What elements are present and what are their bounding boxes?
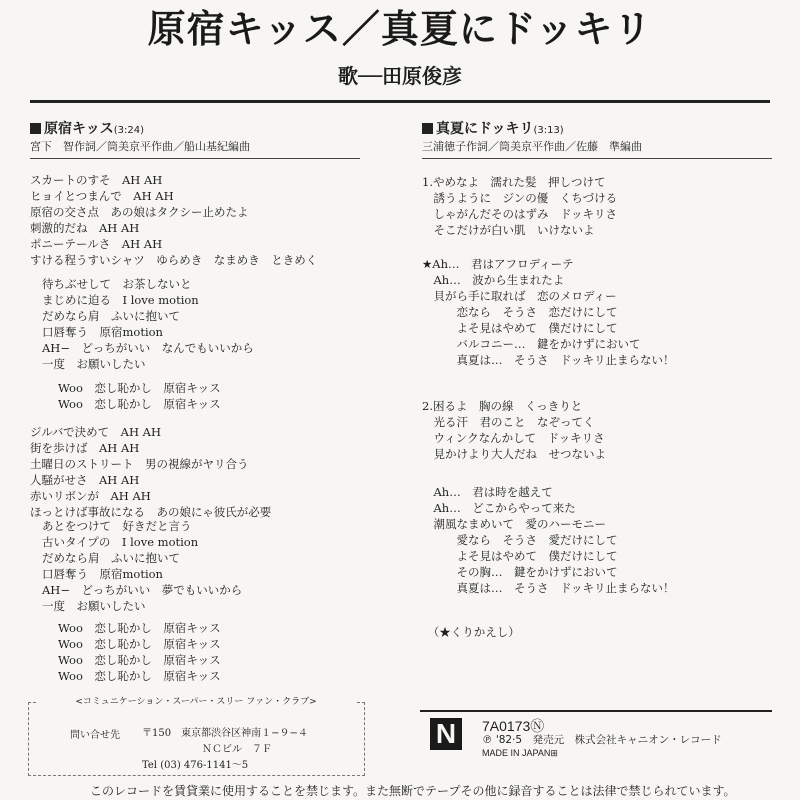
fanclub-label: 問い合せ先 xyxy=(70,730,120,741)
fanclub-heading: <コミュニケーション・スーパー・スリー ファン・クラブ> xyxy=(36,694,356,707)
song1-verse: 待ちぶせして お茶しないと まじめに迫る I love motion だめなら肩 ふいに抱いて 口唇奪う 原宿motion AH− どっちがいい なんでもいいから 一度 お願いしたい xyxy=(42,277,254,371)
song1-verse: ジルバで決めて AH AH 街を歩けば AH AH 土曜日のストリート 男の視線がヤリ合う 人騒がせさ AH AH 赤いリボンが AH AH ほっとけば事故になる あの娘にゃ彼氏が必要 xyxy=(30,425,272,519)
song1-duration: (3:24) xyxy=(113,125,144,136)
song1-verse: あとをつけて 好きだと言う 古いタイプの I love motion だめなら肩 ふいに抱いて 口唇奪う 原宿motion AH− どっちがいい 夢でもいいから 一度 お願いしたい xyxy=(42,519,243,613)
song1-verse: スカートのすそ AH AH ヒョイとつまんで AH AH 原宿の交さ点 あの娘はタクシー止めたよ 刺激的だね AH AH ポニーテールさ AH AH すける程うすいシャツ ゆらめき なまめき ときめく xyxy=(30,173,318,267)
song1-credits: 宮下 智作詞／筒美京平作曲／船山基紀編曲 xyxy=(30,140,250,153)
song1-rule xyxy=(30,158,360,159)
catalog-number: 7A0173Ⓝ xyxy=(482,718,545,734)
song1-title: 原宿キッス xyxy=(44,121,114,137)
record-label-logo: N xyxy=(430,718,462,750)
song2-duration: (3:13) xyxy=(533,125,564,136)
fanclub-tel: Tel (03) 476-1141〜5 xyxy=(142,760,249,771)
song2-repeat-note: （★くりかえし） xyxy=(422,625,520,639)
made-in-japan: MADE IN JAPAN⊞ xyxy=(482,748,558,758)
song2-rule xyxy=(422,158,772,159)
label-rule xyxy=(420,710,772,712)
song2-verse: 1.やめなよ 濡れた髪 押しつけて 誘うように ジンの優 くちづける しゃがんだそのはずみ ドッキリさ そこだけが白い肌 いけないよ xyxy=(422,175,618,237)
song1-chorus: Woo 恋し恥かし 原宿キッス Woo 恋し恥かし 原宿キッス Woo 恋し恥かし 原宿キッス Woo 恋し恥かし 原宿キッス xyxy=(58,621,221,683)
song2-chorus: ★Ah… 君はアフロディーテ Ah… 波から生まれたよ 貝がら手に取れば 恋のメロディー 恋なら そうさ 恋だけにして よそ見はやめて 僕だけにして バルコニー… 鍵をかけずにおいて 真夏は… そうさ ドッキリ止まらない！ xyxy=(422,257,675,367)
song2-heading xyxy=(422,122,564,136)
song2-title: 真夏にドッキリ xyxy=(436,121,534,137)
fanclub-address: 〒150 東京都渋谷区神南１−９−４ ＮＣビル ７Ｆ xyxy=(142,728,308,755)
song1-heading xyxy=(30,122,144,136)
publisher-line: ℗ '82·5 発売元 株式会社キャニオン・レコード xyxy=(482,734,722,746)
singer-credit: 歌──田原俊彦 xyxy=(337,64,463,88)
copyright-notice: このレコードを賃貸業に使用することを禁じます。また無断でテープその他に録音することは法律で禁じられています。 xyxy=(90,784,736,798)
song1-chorus: Woo 恋し恥かし 原宿キッス Woo 恋し恥かし 原宿キッス xyxy=(58,381,221,411)
header-rule xyxy=(30,100,770,103)
song2-credits: 三浦徳子作詞／筒美京平作曲／佐藤 準編曲 xyxy=(422,140,642,153)
square-bullet-icon xyxy=(30,123,41,134)
page-title: 原宿キッス／真夏にドッキリ xyxy=(147,7,653,51)
song2-chorus: Ah… 君は時を越えて Ah… どこからやって来た 潮風なまめいて 愛のハーモニー 愛なら そうさ 愛だけにして よそ見はやめて 僕だけにして その胸… 鍵をかけずにおいて 真夏は… そうさ ドッキリ止まらない！ xyxy=(433,485,675,595)
song2-verse: 2.困るよ 胸の線 くっきりと 光る汗 君のこと なぞってく ウィンクなんかして ドッキリさ 見かけより大人だね せつないよ xyxy=(422,399,606,461)
square-bullet-icon xyxy=(422,123,433,134)
